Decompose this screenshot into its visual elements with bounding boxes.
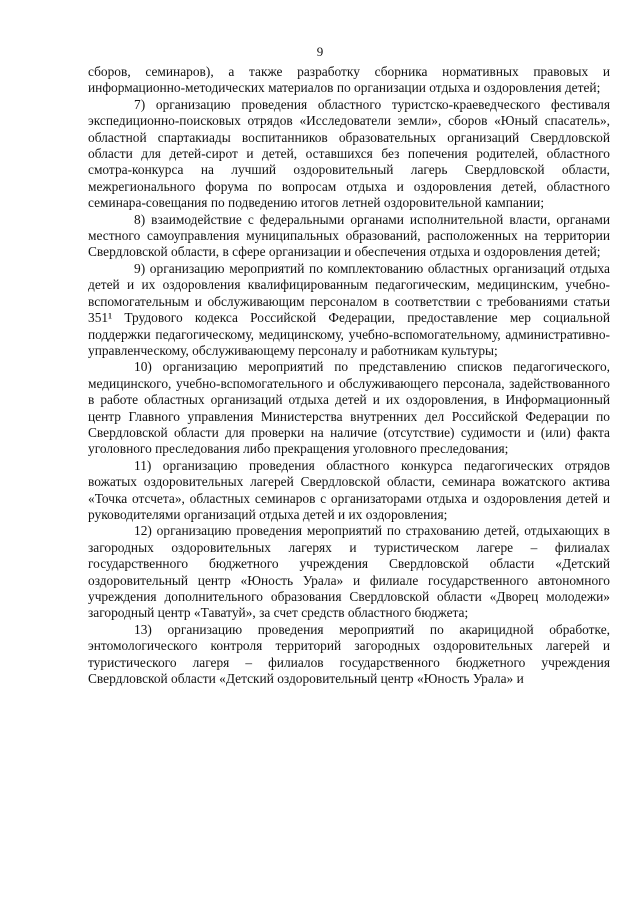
paragraph-item-12: 12) организацию проведения мероприятий по страхованию детей, отдыхающих в загородных оздоровительных лагерях и туристическом лагере – филиалах государственного бюджетного учреждения Свердловской области «Детский оздоровительный центр «Юность Урала» и филиале государственного автономного учреждения дополнительного образования Свердловской области «Дворец молодежи» загородный центр «Таватуй», за счет средств областного бюджета;: [88, 523, 610, 621]
page-number: 9: [316, 44, 324, 59]
paragraph-item-13: 13) организацию проведения мероприятий по акарицидной обработке, энтомологического контроля территорий загородных оздоровительных лагерей и туристического лагеря – филиалов государственного бюджетного учреждения Свердловской области «Детский оздоровительный центр «Юность Урала» и: [88, 621, 610, 687]
document-body: [88, 64, 610, 687]
paragraph-continuation: сборов, семинаров), а также разработку сборника нормативных правовых и информационно-методических материалов по организации отдыха и оздоровления детей;: [88, 64, 610, 96]
paragraph-item-7: 7) организацию проведения областного туристско-краеведческого фестиваля экспедиционно-поисковых отрядов «Исследователи земли», сборов «Юный спасатель», областной спартакиады воспитанников образовательных организаций Свердловской области для детей-сирот и детей, оставшихся без попечения родителей, областного смотра-конкурса на лучший оздоровительный лагерь Свердловской области, межрегионального форума по вопросам отдыха и оздоровления детей, областного семинара-совещания по подведению итогов летней оздоровительной кампании;: [88, 96, 610, 211]
paragraph-item-11: 11) организацию проведения областного конкурса педагогических отрядов вожатых оздоровительных лагерей Свердловской области, семинара вожатского актива «Точка отсчета», областных семинаров с организаторами отдыха и оздоровления детей и руководителями организаций отдыха детей и их оздоровления;: [88, 457, 610, 522]
paragraph-item-9: 9) организацию мероприятий по комплектованию областных организаций отдыха детей и их оздоровления квалифицированным педагогическим, медицинским, учебно-вспомогательным и обслуживающим персоналом в соответствии с требованиями статьи 351¹ Трудового кодекса Российской Федерации, предоставление мер социальной поддержки педагогическому, медицинскому, учебно-вспомогательному, административно-управленческому, обслуживающему персоналу и работникам культуры;: [88, 260, 610, 358]
paragraph-item-8: 8) взаимодействие с федеральными органами исполнительной власти, органами местного самоуправления муниципальных образований, расположенных на территории Свердловской области, в сфере организации и обеспечения отдыха и оздоровления детей;: [88, 211, 610, 260]
paragraph-item-10: 10) организацию мероприятий по представлению списков педагогического, медицинского, учебно-вспомогательного и обслуживающего персонала, задействованного в работе областных организаций отдыха детей и их оздоровления, в Информационный центр Главного управления Министерства внутренних дел Российской Федерации по Свердловской области для проверки на наличие (отсутствие) судимости и (или) факта уголовного преследования либо прекращения уголовного преследования;: [88, 359, 610, 457]
